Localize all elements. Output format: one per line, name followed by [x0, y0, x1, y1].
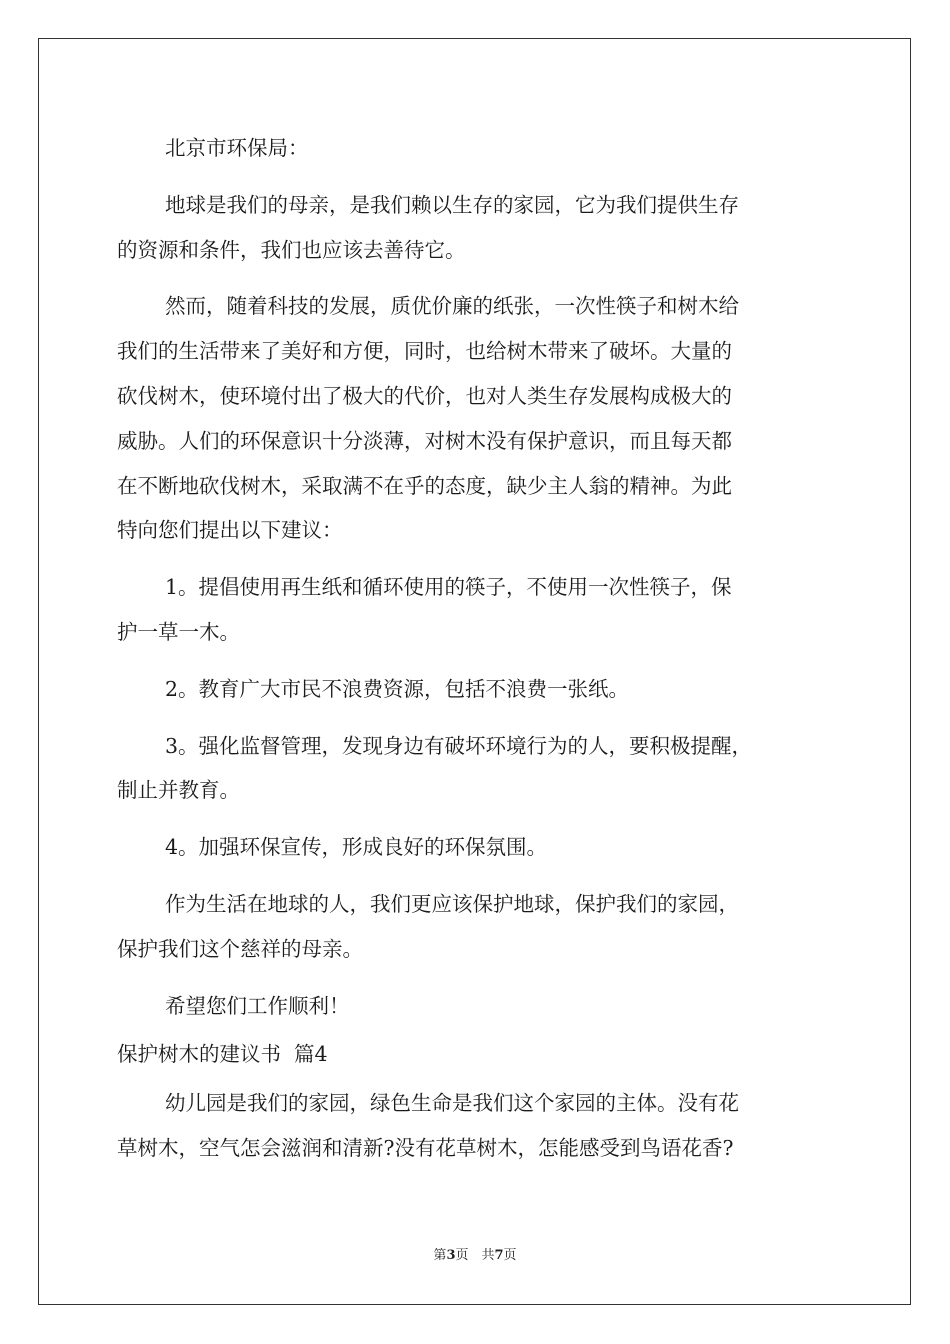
- salutation: 北京市环保局：: [165, 136, 309, 160]
- paragraph-2-line-3: 砍伐树木，使环境付出了极大的代价，也对人类生存发展构成极大的: [117, 383, 732, 408]
- item-1-line-2: 护一草一木。: [117, 619, 240, 644]
- paragraph-3-line-1: 作为生活在地球的人，我们更应该保护地球，保护我们的家园，: [165, 891, 739, 916]
- item-3-line-1: 3。强化监督管理，发现身边有破坏环境行为的人，要积极提醒，: [165, 733, 753, 758]
- paragraph-1-line-1: 地球是我们的母亲，是我们赖以生存的家园，它为我们提供生存: [165, 192, 739, 217]
- page-label-mid: 页 共: [455, 1248, 495, 1263]
- closing-line: 希望您们工作顺利！: [165, 993, 350, 1018]
- paragraph-2-line-6: 特向您们提出以下建议：: [117, 518, 343, 543]
- paragraph-2-line-2: 我们的生活带来了美好和方便，同时，也给树木带来了破坏。大量的: [117, 339, 732, 364]
- paragraph-3-line-2: 保护我们这个慈祥的母亲。: [117, 936, 363, 961]
- item-4: 4。加强环保宣传，形成良好的环保氛围。: [165, 835, 548, 860]
- item-1-line-1: 1。提倡使用再生纸和循环使用的筷子，不使用一次性筷子，保: [165, 575, 732, 600]
- document-body: [117, 126, 837, 1171]
- section-4-line-2: 草树木，空气怎会滋润和清新?没有花草树木，怎能感受到鸟语花香?: [117, 1135, 734, 1160]
- paragraph-2-line-1: 然而，随着科技的发展，质优价廉的纸张，一次性筷子和树木给: [165, 294, 739, 319]
- page-label-suffix: 页: [503, 1248, 517, 1263]
- paragraph-2-line-4: 威胁。人们的环保意识十分淡薄，对树木没有保护意识，而且每天都: [117, 428, 732, 453]
- section-heading: 保护树木的建议书 篇4: [117, 1042, 328, 1067]
- paragraph-1-line-2: 的资源和条件，我们也应该去善待它。: [117, 237, 466, 262]
- current-page-number: 3: [446, 1248, 456, 1263]
- page-label-prefix: 第: [433, 1248, 447, 1263]
- item-3-line-2: 制止并教育。: [117, 778, 240, 803]
- total-page-number: 7: [494, 1248, 504, 1263]
- section-4-line-1: 幼儿园是我们的家园，绿色生命是我们这个家园的主体。没有花: [165, 1091, 739, 1116]
- item-2: 2。教育广大市民不浪费资源，包括不浪费一张纸。: [165, 676, 630, 701]
- paragraph-2-line-5: 在不断地砍伐树木，采取满不在乎的态度，缺少主人翁的精神。为此: [117, 473, 732, 498]
- page-footer: [0, 1246, 950, 1266]
